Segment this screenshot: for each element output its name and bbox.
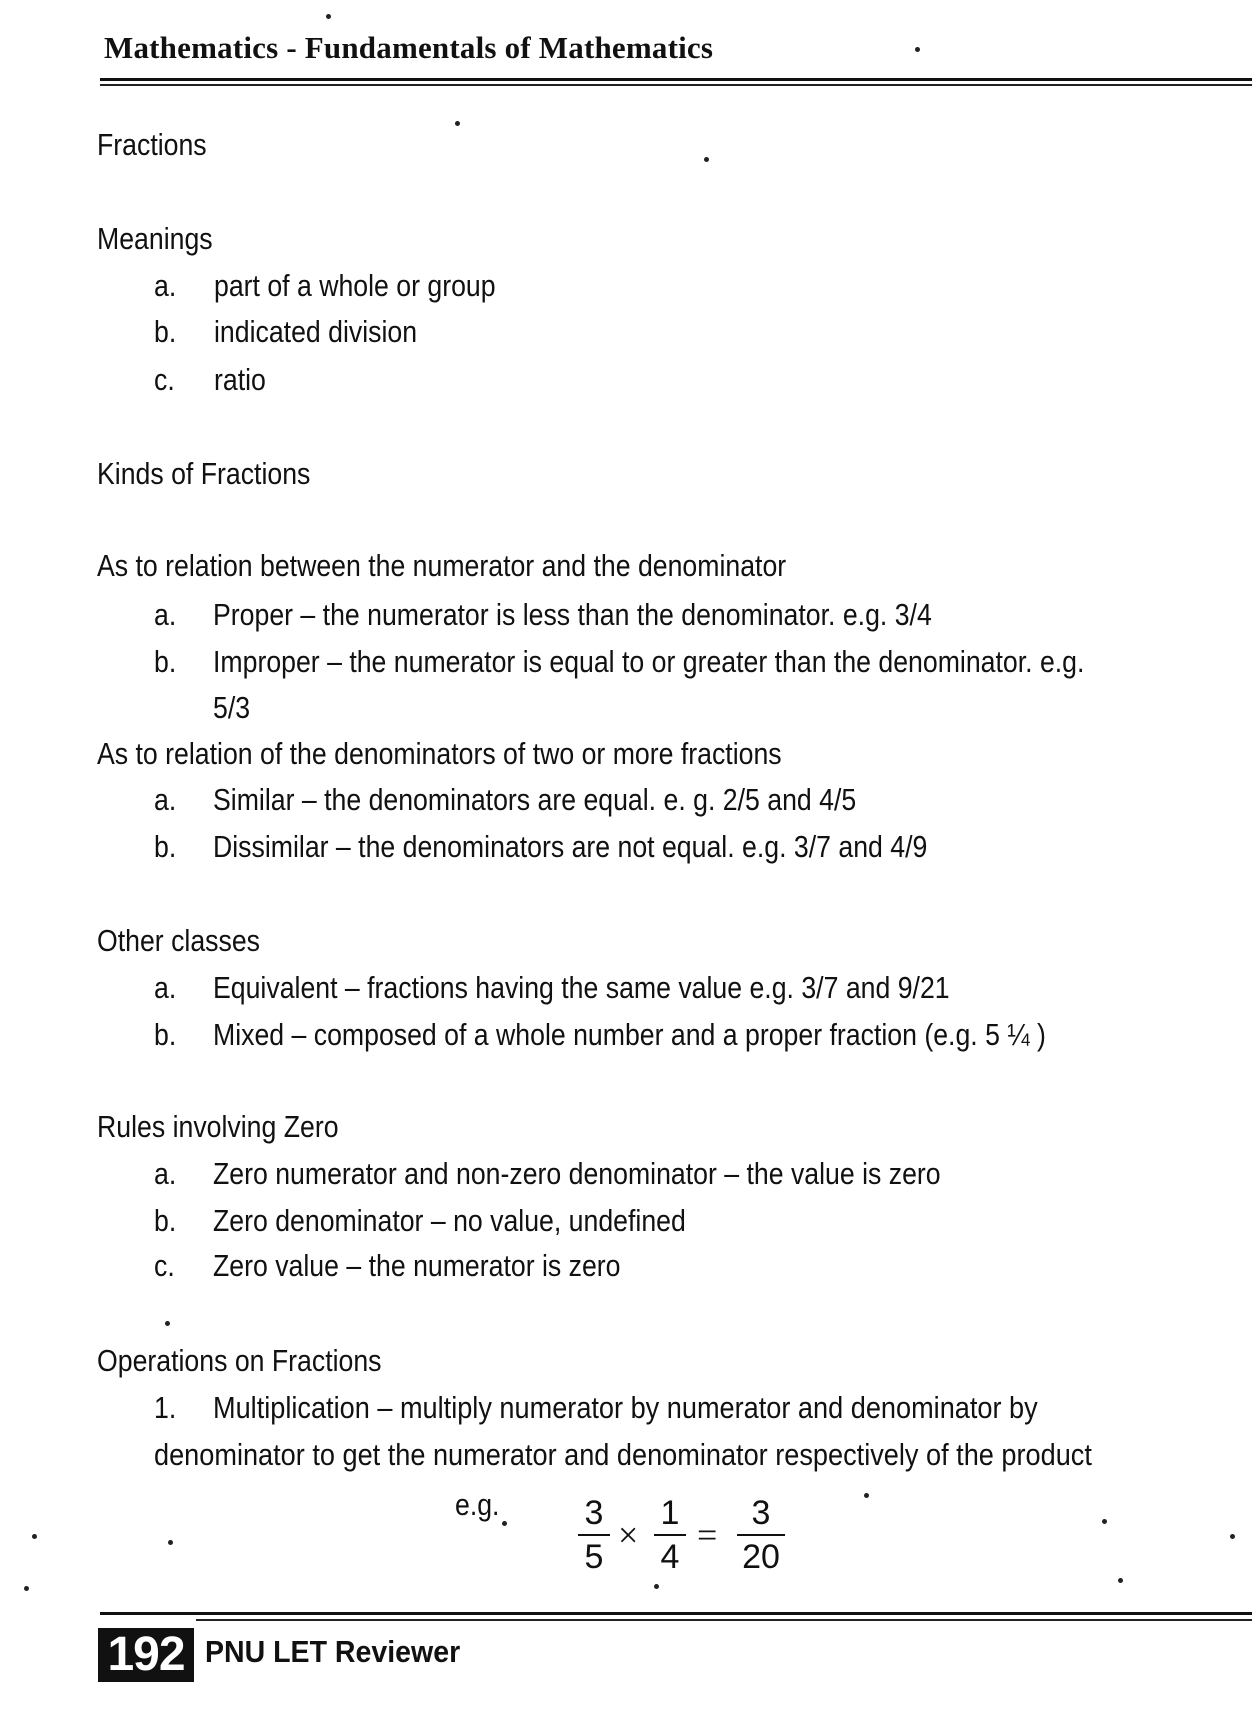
kinds-heading: Kinds of Fractions (97, 456, 311, 491)
list-item: Zero numerator and non-zero denominator – the value is zero (213, 1156, 941, 1191)
book-title: PNU LET Reviewer (205, 1634, 461, 1669)
header-rule (100, 78, 1252, 81)
fraction-1-4 (650, 1494, 690, 1576)
list-item: Equivalent – fractions having the same value e.g. 3/7 and 9/21 (213, 970, 950, 1005)
fraction-bar (654, 1534, 686, 1536)
list-item: Similar – the denominators are equal. e. g. 2/5 and 4/5 (213, 782, 857, 817)
group-intro: As to relation between the numerator and the denominator (97, 548, 787, 583)
scan-speck (654, 1584, 659, 1589)
fraction-3-20 (733, 1494, 789, 1576)
other-classes-heading: Other classes (97, 923, 260, 958)
equals-sign: = (697, 1515, 718, 1555)
fraction-bar (737, 1534, 785, 1536)
scan-speck (502, 1521, 507, 1526)
numerator: 1 (660, 1494, 680, 1532)
scan-speck (1118, 1578, 1123, 1583)
list-label: a. (154, 1156, 177, 1191)
scan-speck (455, 121, 460, 126)
list-label: c. (154, 1248, 175, 1283)
footer-rule-thin (196, 1619, 1252, 1621)
operations-heading: Operations on Fractions (97, 1343, 382, 1378)
list-label: b. (154, 829, 177, 864)
page-number: 192 (98, 1628, 194, 1682)
list-label: 1. (154, 1390, 177, 1425)
list-item: Dissimilar – the denominators are not equal. e.g. 3/7 and 4/9 (213, 829, 928, 864)
list-item: indicated division (214, 314, 418, 349)
section-title: Fractions (97, 127, 207, 162)
scan-speck (704, 157, 709, 162)
list-label: c. (154, 362, 175, 397)
group-intro: As to relation of the denominators of two or more fractions (97, 736, 782, 771)
fraction-bar (578, 1534, 610, 1536)
list-label: a. (154, 970, 177, 1005)
scan-speck (1102, 1519, 1107, 1524)
list-item: Zero denominator – no value, undefined (213, 1203, 686, 1238)
denominator: 5 (584, 1538, 604, 1576)
scan-speck (326, 14, 331, 19)
list-item: Proper – the numerator is less than the denominator. e.g. 3/4 (213, 597, 932, 632)
list-label: b. (154, 314, 177, 349)
fraction-3-5 (574, 1494, 614, 1576)
scan-speck (32, 1534, 37, 1539)
list-item: ratio (214, 362, 266, 397)
meanings-heading: Meanings (97, 221, 213, 256)
list-item: Improper – the numerator is equal to or greater than the denominator. e.g. (213, 644, 1085, 679)
list-label: b. (154, 1203, 177, 1238)
multiply-sign: × (618, 1515, 639, 1555)
scan-speck (24, 1586, 29, 1591)
list-label: b. (154, 1017, 177, 1052)
list-item: part of a whole or group (214, 268, 496, 303)
example-prefix: e.g. (455, 1487, 500, 1522)
scan-speck (1230, 1534, 1235, 1539)
scan-speck (864, 1493, 869, 1498)
scan-speck (165, 1321, 170, 1326)
list-item: Zero value – the numerator is zero (213, 1248, 621, 1283)
scan-speck (915, 47, 920, 52)
list-item: Mixed – composed of a whole number and a proper fraction (e.g. 5 ¼ ) (213, 1017, 1046, 1052)
list-label: a. (154, 597, 177, 632)
list-item-continuation: 5/3 (213, 690, 251, 725)
list-label: a. (154, 268, 177, 303)
footer-rule (100, 1612, 1252, 1615)
list-item: Multiplication – multiply numerator by numerator and denominator by (213, 1390, 1038, 1425)
numerator: 3 (584, 1494, 604, 1532)
scan-speck (168, 1540, 173, 1545)
zero-rules-heading: Rules involving Zero (97, 1109, 339, 1144)
numerator: 3 (751, 1494, 771, 1532)
list-label: b. (154, 644, 177, 679)
list-label: a. (154, 782, 177, 817)
denominator: 20 (742, 1538, 780, 1576)
denominator: 4 (660, 1538, 680, 1576)
running-header: Mathematics - Fundamentals of Mathematics (104, 30, 714, 65)
list-item-continuation: denominator to get the numerator and denominator respectively of the product (154, 1437, 1092, 1472)
header-rule-thin (100, 84, 1252, 86)
